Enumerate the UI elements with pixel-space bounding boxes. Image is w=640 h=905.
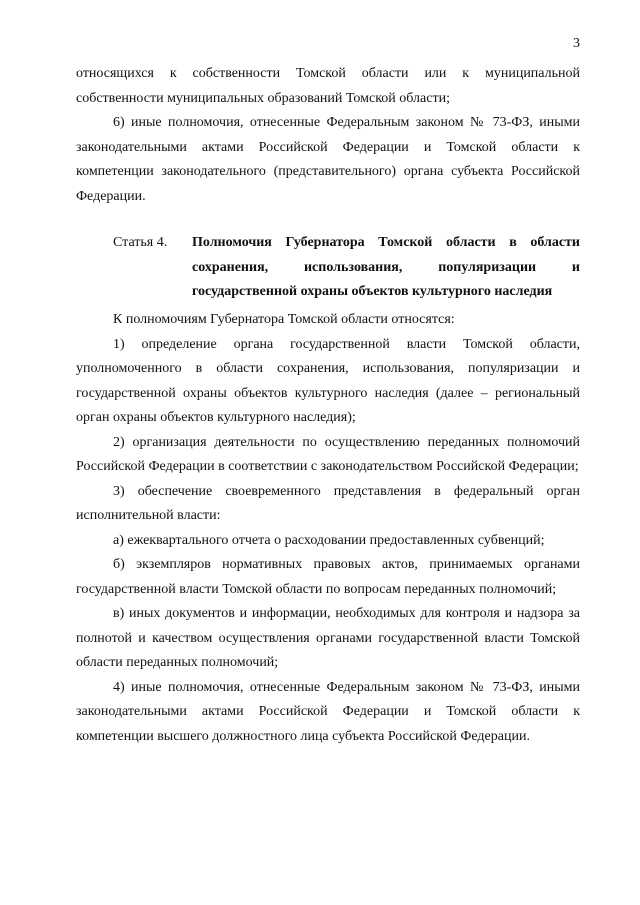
article-label: Статья 4. (113, 235, 168, 250)
paragraph: в) иных документов и информации, необходимых для контроля и надзора за полнотой и качеством осуществления органами государственной власти Томской области переданных полномочий; (76, 606, 580, 670)
paragraph: 6) иные полномочия, отнесенные Федеральным законом № 73-ФЗ, иными законодательными актами Российской Федерации и Томской области к компетенции законодательного (представительного) органа субъекта Российской Федерации. (76, 115, 580, 204)
paragraph: 3) обеспечение своевременного представления в федеральный орган исполнительной власти: (76, 483, 580, 523)
article-body (76, 308, 580, 749)
page-number: 3 (573, 36, 580, 51)
paragraph: 2) организация деятельности по осуществлению переданных полномочий Российской Федерации в соответствии с законодательством Российской Федерации; (76, 434, 580, 474)
paragraph: 1) определение органа государственной власти Томской области, уполномоченного в области сохранения, использования, популяризации и государственной охраны объектов культурного наследия (далее – региональный орган охраны объектов культурного наследия); (76, 336, 580, 425)
paragraph: 4) иные полномочия, отнесенные Федеральным законом № 73-ФЗ, иными законодательными актами Российской Федерации и Томской области к компетенции высшего должностного лица субъекта Российской Федерации. (76, 679, 580, 744)
paragraph: относящихся к собственности Томской области или к муниципальной собственности муниципальных образований Томской области; (76, 66, 580, 106)
paragraph: а) ежеквартального отчета о расходовании предоставленных субвенций; (113, 532, 545, 548)
paragraph: б) экземпляров нормативных правовых актов, принимаемых органами государственной власти Томской области по вопросам переданных полномочий; (76, 557, 580, 597)
top-text-block (76, 62, 580, 209)
article-title: Полномочия Губернатора Томской области в области сохранения, использования, популяризации и государственной охраны объектов культурного наследия (192, 235, 580, 299)
paragraph: К полномочиям Губернатора Томской области относятся: (113, 312, 455, 327)
